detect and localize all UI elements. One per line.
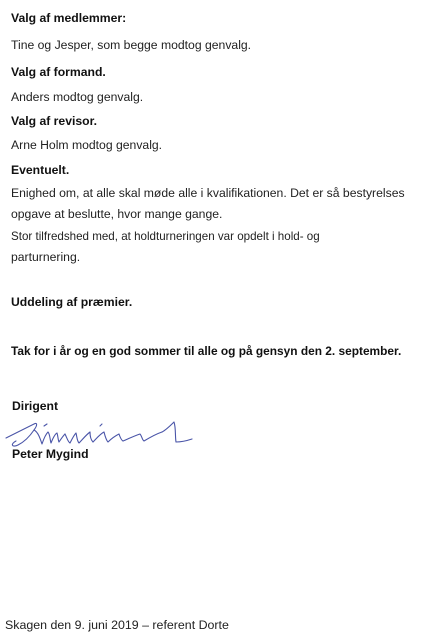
- text-misc-line4: parturnering.: [11, 250, 81, 264]
- signature-stroke: [123, 432, 162, 441]
- prizes-heading: Uddeling af præmier.: [11, 295, 133, 309]
- text-misc-line1: Enighed om, at alle skal møde alle i kvalifikationen. Det er så bestyrelses: [11, 186, 405, 200]
- heading-misc: Eventuelt.: [11, 163, 70, 177]
- closing-thanks: Tak for i år og en god sommer til alle og på gensyn den 2. september.: [11, 344, 402, 358]
- signature-role: Dirigent: [12, 399, 59, 413]
- text-misc-line2: opgave at beslutte, hvor mange gange.: [11, 207, 223, 221]
- text-auditor: Arne Holm modtog genvalg.: [11, 138, 163, 152]
- signature-stroke: [162, 422, 192, 442]
- signature-stroke: [100, 424, 102, 426]
- heading-auditor: Valg af revisor.: [11, 114, 98, 128]
- signature-stroke: [65, 432, 93, 443]
- text-misc-line3: Stor tilfredshed med, at holdturneringen var opdelt i hold- og: [11, 230, 320, 243]
- signature-name: Peter Mygind: [12, 447, 89, 461]
- signature-stroke: [34, 430, 65, 444]
- signature-stroke: [93, 432, 123, 442]
- signature-stroke: [6, 423, 37, 446]
- signature-stroke: [44, 424, 47, 426]
- footer-place-date: Skagen den 9. juni 2019 – referent Dorte: [5, 618, 229, 632]
- text-chair: Anders modtog genvalg.: [11, 90, 144, 104]
- heading-chair: Valg af formand.: [11, 65, 106, 79]
- heading-members: Valg af medlemmer:: [11, 11, 127, 25]
- text-members: Tine og Jesper, som begge modtog genvalg.: [11, 38, 252, 52]
